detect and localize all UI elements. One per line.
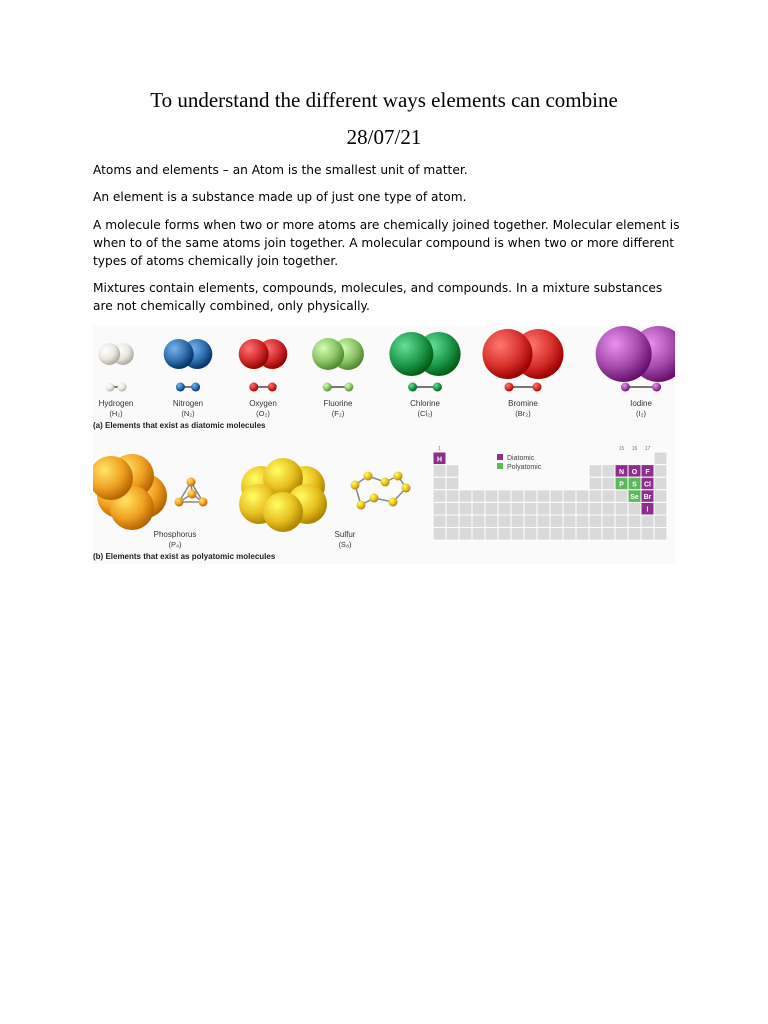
- periodic-table-cell: [589, 528, 602, 541]
- periodic-table-cell: [459, 528, 472, 541]
- ball-fluorine-right: [344, 383, 353, 392]
- formula-iodine: (I₂): [636, 409, 646, 418]
- periodic-table-cell: [615, 515, 628, 528]
- formula-bromine: (Br₂): [515, 409, 531, 418]
- periodic-table-cell: [485, 528, 498, 541]
- label-nitrogen: Nitrogen: [172, 399, 204, 408]
- ball-iodine-left: [621, 383, 630, 392]
- space-filling-chlorine-atom-left: [389, 332, 433, 376]
- space-filling-hydrogen-atom-left: [98, 343, 120, 365]
- periodic-table-cell: [524, 528, 537, 541]
- periodic-table-cell: [602, 477, 615, 490]
- sulfur-ball-5: [389, 498, 398, 507]
- page-date: 28/07/21: [346, 125, 422, 149]
- periodic-table-cell: [485, 490, 498, 503]
- label-sulfur: Sulfur: [334, 530, 356, 539]
- periodic-table-cell: [433, 490, 446, 503]
- ball-fluorine-left: [323, 383, 332, 392]
- periodic-table-cell: [602, 502, 615, 515]
- element-symbol-f: F: [645, 468, 650, 476]
- periodic-table-cell: [537, 502, 550, 515]
- periodic-table-cell: [524, 515, 537, 528]
- sulfur-ball-0: [351, 481, 360, 490]
- ball-hydrogen-left: [106, 383, 115, 392]
- label-phosphorus: Phosphorus: [153, 530, 197, 539]
- legend-label-polyatomic: Polyatomic: [507, 464, 542, 471]
- periodic-table-cell: [576, 528, 589, 541]
- label-fluorine: Fluorine: [323, 399, 353, 408]
- paragraph-mixtures: Mixtures contain elements, compounds, molecules, and compounds. In a mixture substances are not chemically combined, only physically.: [93, 281, 663, 313]
- periodic-table-cell: [472, 515, 485, 528]
- ball-nitrogen-right: [191, 383, 200, 392]
- periodic-table-cell: [433, 465, 446, 478]
- phosphorus-ball-1: [175, 498, 184, 507]
- periodic-table-cell: [433, 515, 446, 528]
- periodic-table-cell: [589, 490, 602, 503]
- group-number-1: 1: [438, 446, 441, 452]
- caption-polyatomic: (b) Elements that exist as polyatomic molecules: [93, 552, 276, 561]
- periodic-table-cell: [498, 528, 511, 541]
- formula-oxygen: (O₂): [256, 409, 270, 418]
- periodic-table-cell: [485, 502, 498, 515]
- element-symbol-cl: Cl: [644, 481, 651, 489]
- sulfur-ball-3: [394, 472, 403, 481]
- space-filling-oxygen-atom-left: [239, 339, 269, 369]
- element-symbol-i: I: [646, 506, 649, 514]
- label-hydrogen: Hydrogen: [98, 399, 134, 408]
- periodic-table-cell: [563, 515, 576, 528]
- ball-chlorine-left: [408, 383, 417, 392]
- group-number-16: 16: [631, 446, 638, 452]
- element-symbol-p: P: [619, 481, 624, 489]
- periodic-table-cell: [589, 502, 602, 515]
- sulfur-ball-4: [402, 484, 411, 493]
- periodic-table-cell: [472, 502, 485, 515]
- ball-iodine-right: [652, 383, 661, 392]
- periodic-table-cell: [433, 477, 446, 490]
- periodic-table-cell: [602, 528, 615, 541]
- periodic-table-cell: [446, 502, 459, 515]
- periodic-table-cell: [654, 465, 667, 478]
- group-number-17: 17: [644, 446, 651, 452]
- page-title: To understand the different ways elements can combine: [150, 88, 618, 112]
- periodic-table-cell: [654, 452, 667, 465]
- periodic-table-cell: [511, 515, 524, 528]
- paragraph-molecule: A molecule forms when two or more atoms are chemically joined together. Molecular element is when to of the same atoms join together. A molecular compound is when two or more different types of atoms chemically join together.: [93, 218, 680, 268]
- space-filling-fluorine-atom-left: [312, 338, 344, 370]
- periodic-table-cell: [472, 490, 485, 503]
- periodic-table-cell: [472, 528, 485, 541]
- periodic-table-cell: [602, 490, 615, 503]
- paragraph-element: An element is a substance made up of just one type of atom.: [93, 190, 467, 204]
- legend-label-diatomic: Diatomic: [507, 455, 535, 462]
- formula-nitrogen: (N₂): [181, 409, 195, 418]
- periodic-table-cell: [524, 490, 537, 503]
- periodic-table-cell: [654, 528, 667, 541]
- formula-phosphorus: (P₄): [168, 540, 182, 549]
- periodic-table-cell: [498, 515, 511, 528]
- phosphorus-ball-0: [187, 478, 196, 487]
- label-chlorine: Chlorine: [410, 399, 440, 408]
- periodic-table-cell: [589, 477, 602, 490]
- periodic-table-cell: [524, 502, 537, 515]
- periodic-table-cell: [628, 515, 641, 528]
- periodic-table-cell: [537, 528, 550, 541]
- paragraph-atoms: Atoms and elements – an Atom is the smallest unit of matter.: [93, 163, 468, 177]
- label-bromine: Bromine: [508, 399, 538, 408]
- group-number-15: 15: [618, 446, 625, 452]
- periodic-table-cell: [563, 502, 576, 515]
- periodic-table-cell: [446, 528, 459, 541]
- ball-bromine-right: [533, 383, 542, 392]
- periodic-table-cell: [589, 465, 602, 478]
- periodic-table-cell: [589, 515, 602, 528]
- element-symbol-h: H: [436, 456, 443, 464]
- element-symbol-se: Se: [630, 494, 639, 502]
- periodic-table-cell: [498, 502, 511, 515]
- periodic-table-cell: [615, 490, 628, 503]
- formula-chlorine: (Cl₂): [417, 409, 433, 418]
- formula-fluorine: (F₂): [331, 409, 345, 418]
- space-filling-bromine-atom-left: [483, 329, 533, 379]
- ball-oxygen-left: [249, 383, 258, 392]
- periodic-table-cell: [511, 502, 524, 515]
- periodic-table-cell: [576, 515, 589, 528]
- molecules-figure-svg: [93, 326, 675, 564]
- periodic-table-cell: [459, 515, 472, 528]
- periodic-table-cell: [654, 477, 667, 490]
- periodic-table-cell: [511, 490, 524, 503]
- periodic-table-cell: [550, 502, 563, 515]
- ball-bromine-left: [505, 383, 514, 392]
- periodic-table-cell: [654, 515, 667, 528]
- periodic-table-cell: [615, 528, 628, 541]
- periodic-table-cell: [615, 502, 628, 515]
- periodic-table-cell: [641, 528, 654, 541]
- legend-swatch-polyatomic: [497, 463, 503, 469]
- periodic-table-cell: [550, 515, 563, 528]
- periodic-table-cell: [446, 490, 459, 503]
- element-symbol-n: N: [618, 468, 625, 476]
- label-oxygen: Oxygen: [249, 399, 277, 408]
- periodic-table-cell: [537, 490, 550, 503]
- element-symbol-br: Br: [643, 494, 652, 502]
- periodic-table-cell: [550, 528, 563, 541]
- sulfur-ball-2: [381, 478, 390, 487]
- periodic-table-cell: [628, 502, 641, 515]
- periodic-table-cell: [446, 465, 459, 478]
- ball-oxygen-right: [268, 383, 277, 392]
- periodic-table-cell: [498, 490, 511, 503]
- periodic-table-cell: [602, 515, 615, 528]
- periodic-table-cell: [446, 515, 459, 528]
- periodic-table-cell: [459, 502, 472, 515]
- formula-hydrogen: (H₂): [109, 409, 123, 418]
- periodic-table-cell: [602, 465, 615, 478]
- periodic-table-cell: [511, 528, 524, 541]
- caption-diatomic: (a) Elements that exist as diatomic molecules: [93, 421, 266, 430]
- sulfur-ball-6: [370, 494, 379, 503]
- periodic-table-cell: [628, 528, 641, 541]
- sulfur-ball-1: [364, 472, 373, 481]
- periodic-table-cell: [550, 490, 563, 503]
- periodic-table-cell: [459, 490, 472, 503]
- space-filling-nitrogen-atom-left: [164, 339, 194, 369]
- periodic-table-cell: [433, 502, 446, 515]
- periodic-table-cell: [563, 528, 576, 541]
- periodic-table-cell: [576, 502, 589, 515]
- periodic-table-cell: [537, 515, 550, 528]
- ball-hydrogen-right: [118, 383, 127, 392]
- periodic-table-cell: [433, 528, 446, 541]
- legend-swatch-diatomic: [497, 454, 503, 460]
- space-filling-iodine-atom-left: [596, 326, 652, 382]
- sulfur-space-filling-atom-7: [263, 492, 303, 532]
- periodic-table-cell: [485, 515, 498, 528]
- element-symbol-o: O: [631, 468, 638, 476]
- label-iodine: Iodine: [630, 399, 652, 408]
- periodic-table-cell: [563, 490, 576, 503]
- molecules-figure: [93, 326, 675, 564]
- periodic-table-cell: [641, 515, 654, 528]
- formula-sulfur: (S₈): [338, 540, 352, 549]
- periodic-table-cell: [446, 477, 459, 490]
- phosphorus-ball-3: [188, 490, 197, 499]
- ball-nitrogen-left: [176, 383, 185, 392]
- ball-chlorine-right: [433, 383, 442, 392]
- periodic-table-cell: [654, 490, 667, 503]
- periodic-table-cell: [654, 502, 667, 515]
- phosphorus-ball-2: [199, 498, 208, 507]
- periodic-table-cell: [576, 490, 589, 503]
- element-symbol-s: S: [632, 481, 637, 489]
- sulfur-ball-7: [357, 501, 366, 510]
